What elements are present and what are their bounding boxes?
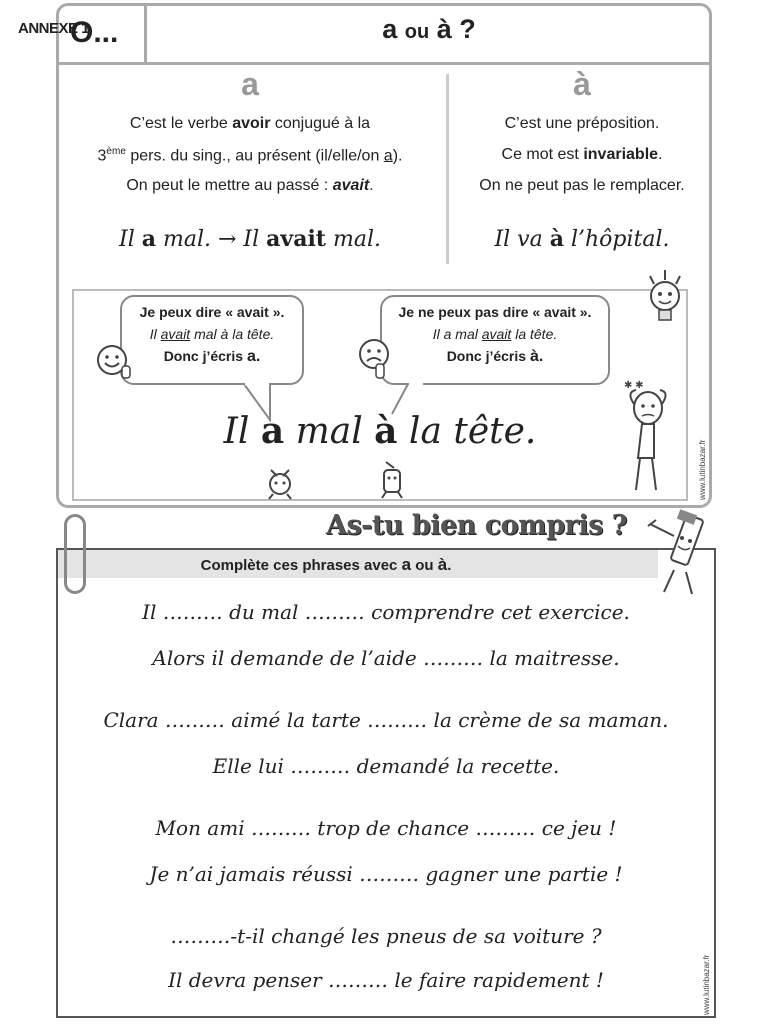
exercise-line: Il devra penser ……… le faire rapidement ! (168, 968, 604, 992)
col-b-rule-3: On ne peut pas le remplacer. (479, 177, 685, 194)
svg-text:✱ ✱: ✱ ✱ (624, 380, 644, 391)
lightbulb-icon (640, 268, 690, 330)
key-sentence: Il a mal à la tête. (223, 410, 537, 452)
exercise-line: Alors il demande de l’aide ……… la maitresse. (152, 646, 620, 670)
header-separator (144, 3, 147, 63)
exercise-title: As-tu bien compris ? (326, 510, 628, 541)
speech-bubble-right: Je ne peux pas dire « avait ». Il a mal avait la tête. Donc j’écris à. (380, 295, 610, 385)
col-b-rule-2: Ce mot est invariable. (501, 146, 663, 163)
col-b-heading: à (573, 66, 591, 102)
exercise-instruction: Complète ces phrases avec a ou à. (200, 555, 452, 574)
letter-a-accent-character-icon (378, 460, 406, 500)
exercise-line: Clara ……… aimé la tarte ……… la crème de sa maman. (103, 708, 669, 732)
col-a-example: Il a mal. → Il avait mal. (119, 226, 381, 252)
header-divider (56, 62, 712, 65)
col-a-rule-2: 3ème pers. du sing., au présent (il/elle/on a). (97, 146, 403, 165)
exercise-line: Mon ami ……… trop de chance ……… ce jeu ! (155, 816, 617, 840)
exercise-line: ………-t-il changé les pneus de sa voiture ? (170, 924, 602, 948)
col-b-example: Il va à l’hôpital. (494, 226, 670, 252)
col-b-rule-1: C’est une préposition. (504, 115, 660, 132)
happy-face-icon (94, 342, 134, 382)
page-title: a ou à ? (382, 14, 476, 44)
pencil-character-icon (644, 508, 714, 600)
speech-bubble-left: Je peux dire « avait ». Il avait mal à la tête. Donc j’écris a. (120, 295, 304, 385)
credit-top: www.lutinbazar.fr (698, 439, 707, 500)
sad-face-icon (356, 336, 396, 386)
column-divider (446, 74, 449, 264)
lesson-code: O... (70, 16, 119, 49)
letter-a-character-icon (265, 466, 295, 500)
credit-bottom: www.lutinbazar.fr (702, 954, 711, 1015)
exercise-line: Elle lui ……… demandé la recette. (212, 754, 560, 778)
paperclip-icon (64, 514, 86, 594)
confused-character-icon (620, 378, 680, 496)
col-a-heading: a (241, 66, 259, 102)
exercise-line: Je n’ai jamais réussi ……… gagner une partie ! (149, 862, 623, 886)
col-a-rule-1: C’est le verbe avoir conjugué à la (129, 115, 371, 132)
col-a-rule-3: On peut le mettre au passé : avait. (126, 177, 374, 194)
annexe-label: ANNEXE 1 (18, 20, 90, 37)
exercise-line: Il ……… du mal ……… comprendre cet exercice. (142, 600, 630, 624)
